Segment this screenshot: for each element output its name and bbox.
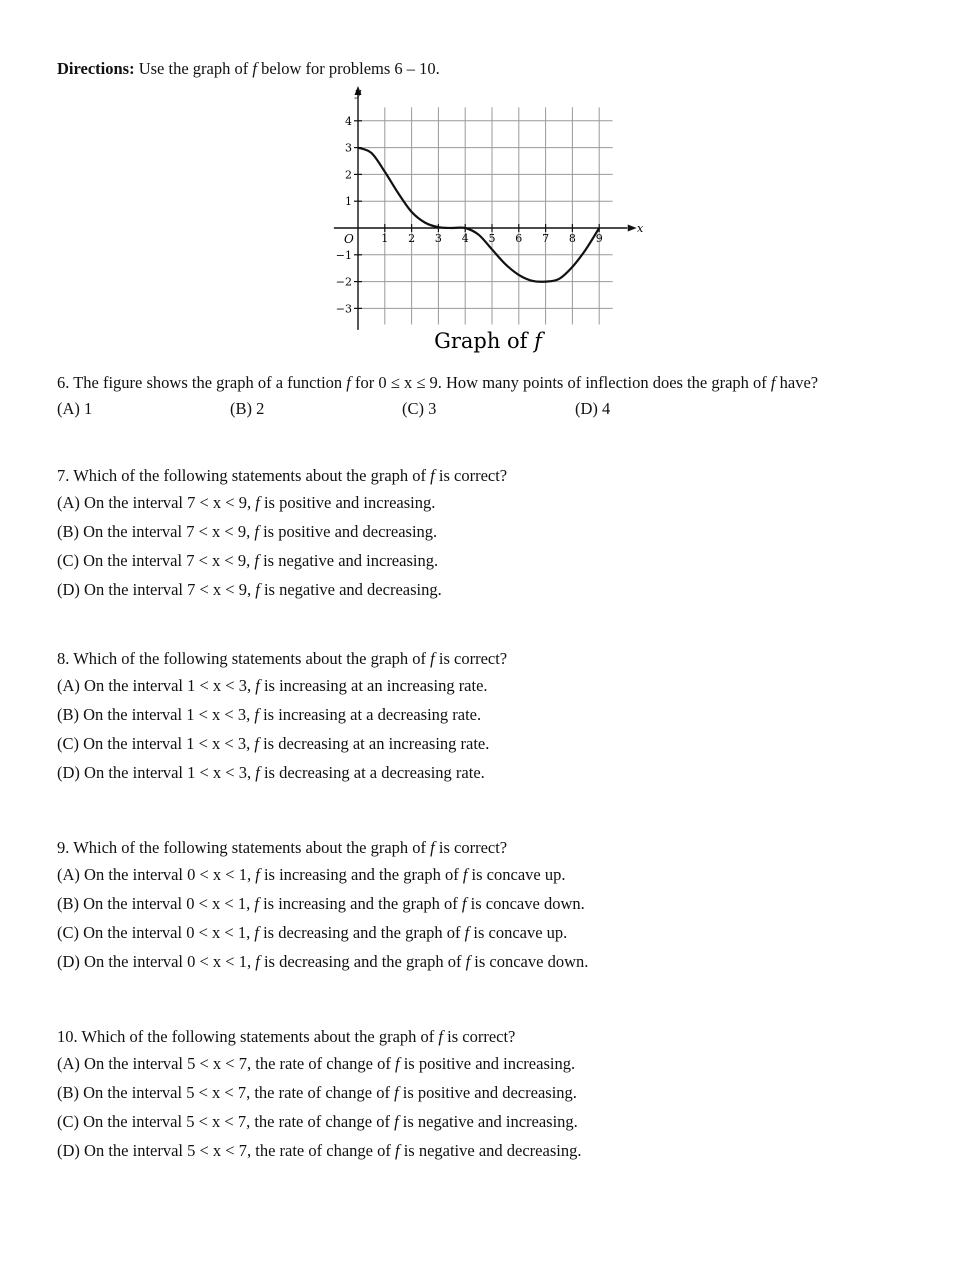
question-9	[57, 838, 937, 978]
x-tick-label: 2	[408, 232, 416, 245]
y-tick-label: 3	[345, 141, 352, 155]
graph-of-f-chart	[325, 86, 655, 356]
x-axis-arrow	[628, 225, 637, 232]
y-tick-label: −2	[335, 275, 352, 289]
choice-text-part: the rate of change of	[254, 1083, 390, 1102]
q6-func2: f	[770, 373, 776, 392]
chart-grid	[358, 107, 613, 324]
choice-text-part: is positive and decreasing.	[263, 522, 438, 541]
choice-text-part: f	[255, 865, 260, 884]
x-tick-label: 6	[515, 232, 523, 245]
q6-tail: How many points of inflection does the graph of	[446, 373, 767, 392]
choice-text-part: 5 < x < 7,	[186, 1112, 251, 1131]
choice-text-part: 7 < x < 9,	[186, 551, 251, 570]
q8-choice-d[interactable]	[57, 763, 485, 783]
choice-text-part: 7 < x < 9,	[187, 580, 252, 599]
q9-stem-text: 9. Which of the following statements about the graph of	[57, 838, 427, 857]
chart-axes	[334, 86, 637, 330]
choice-text-part: f	[254, 894, 259, 913]
question-10	[57, 1027, 937, 1167]
choice-text-part: is positive and decreasing.	[402, 1083, 577, 1102]
choice-text-part: is concave up.	[473, 923, 568, 942]
choice-text-part: 5 < x < 7,	[187, 1141, 252, 1160]
choice-text-part: (A) On the interval	[57, 865, 183, 884]
directions-label: Directions:	[57, 59, 135, 78]
choice-text-part: is decreasing at an increasing rate.	[263, 734, 490, 753]
choice-text-part: the rate of change of	[255, 1141, 391, 1160]
choice-text-part: f	[464, 923, 470, 942]
choice-text-part: f	[394, 1054, 400, 1073]
choice-text-part: (B) On the interval	[57, 1083, 183, 1102]
q7-choice-b[interactable]	[57, 522, 437, 542]
choice-text-part: the rate of change of	[255, 1054, 391, 1073]
q10-choice-c[interactable]	[57, 1112, 578, 1132]
q10-choice-a[interactable]	[57, 1054, 575, 1074]
question-8	[57, 649, 937, 789]
x-tick-label: 9	[595, 232, 603, 245]
q9-func: f	[430, 838, 435, 857]
q6-choice-c[interactable]: (C) 3	[402, 399, 437, 418]
choice-text-part: 5 < x < 7,	[186, 1083, 251, 1102]
choice-text-part: f	[255, 580, 260, 599]
q8-choice-a[interactable]	[57, 676, 488, 696]
choice-text-part: is concave down.	[470, 894, 585, 913]
choice-text-part: is decreasing and the graph of	[263, 923, 461, 942]
choice-text-part: (B) On the interval	[57, 522, 183, 541]
q9-stem	[57, 838, 507, 858]
choice-text-part: f	[254, 923, 259, 942]
q8-stem-end: is correct?	[438, 649, 508, 668]
q6-range: 0 ≤ x ≤ 9.	[378, 373, 442, 392]
choice-text-part: 0 < x < 1,	[186, 923, 251, 942]
choice-text-part: f	[462, 865, 468, 884]
directions-text-end: below for problems 6 – 10.	[261, 59, 440, 78]
y-tick-label: 4	[345, 114, 352, 128]
choice-text-part: is decreasing at a decreasing rate.	[263, 763, 485, 782]
question-7	[57, 466, 937, 606]
q8-func: f	[430, 649, 435, 668]
y-tick-label: 1	[345, 195, 352, 209]
q9-stem-end: is correct?	[438, 838, 508, 857]
choice-text-part: (B) On the interval	[57, 894, 183, 913]
x-tick-label: 8	[568, 232, 576, 245]
choice-text-part: 7 < x < 9,	[187, 493, 252, 512]
choice-text-part: 1 < x < 3,	[186, 734, 251, 753]
x-axis-label: x	[637, 222, 644, 235]
q6-end: have?	[779, 373, 819, 392]
directions-text: Use the graph of	[138, 59, 249, 78]
chart-title-func: f	[534, 329, 542, 353]
q8-choice-c[interactable]	[57, 734, 489, 754]
q8-choice-b[interactable]	[57, 705, 481, 725]
chart-title	[434, 329, 545, 353]
x-tick-label: 7	[542, 232, 550, 245]
choice-text-part: 1 < x < 3,	[187, 676, 252, 695]
choice-text-part: (C) On the interval	[57, 923, 183, 942]
choice-text-part: is positive and increasing.	[403, 1054, 576, 1073]
choice-text-part: (A) On the interval	[57, 493, 183, 512]
q9-choice-b[interactable]	[57, 894, 585, 914]
choice-text-part: is decreasing and the graph of	[263, 952, 462, 971]
q7-func: f	[430, 466, 435, 485]
choice-text-part: 0 < x < 1,	[187, 952, 252, 971]
q10-choice-d[interactable]	[57, 1141, 581, 1161]
choice-text-part: 1 < x < 3,	[186, 705, 251, 724]
q6-choice-b[interactable]: (B) 2	[230, 399, 265, 418]
chart-ticks	[336, 115, 603, 316]
x-tick-label: 4	[461, 232, 469, 245]
choice-text-part: (D) On the interval	[57, 763, 183, 782]
q8-stem	[57, 649, 507, 669]
q7-choice-d[interactable]	[57, 580, 442, 600]
choice-text-part: f	[254, 705, 259, 724]
choice-text-part: 0 < x < 1,	[187, 865, 252, 884]
choice-text-part: 5 < x < 7,	[187, 1054, 252, 1073]
graph-figure	[325, 86, 655, 356]
choice-text-part: (D) On the interval	[57, 952, 183, 971]
q10-stem	[57, 1027, 515, 1047]
q7-stem-end: is correct?	[438, 466, 508, 485]
choice-text-part: f	[394, 1112, 399, 1131]
choice-text-part: f	[255, 493, 260, 512]
choice-text-part: (D) On the interval	[57, 1141, 183, 1160]
choice-text-part: is concave down.	[474, 952, 589, 971]
directions	[57, 59, 440, 79]
choice-text-part: f	[254, 522, 259, 541]
chart-title-text: Graph of	[434, 329, 535, 353]
choice-text-part: (C) On the interval	[57, 734, 183, 753]
choice-text-part: f	[465, 952, 471, 971]
choice-text-part: (C) On the interval	[57, 1112, 183, 1131]
x-tick-label: 1	[381, 232, 389, 245]
choice-text-part: f	[394, 1083, 399, 1102]
y-tick-label: −1	[335, 248, 352, 262]
origin-label: O	[344, 232, 354, 246]
x-tick-label: 3	[434, 232, 442, 245]
q10-func: f	[438, 1027, 443, 1046]
choice-text-part: f	[254, 734, 259, 753]
choice-text-part: is negative and increasing.	[263, 551, 439, 570]
choice-text-part: f	[254, 551, 259, 570]
q7-stem-text: 7. Which of the following statements about the graph of	[57, 466, 427, 485]
choice-text-part: is negative and decreasing.	[263, 580, 442, 599]
choice-text-part: (A) On the interval	[57, 676, 183, 695]
curve-f	[358, 148, 599, 282]
q9-choice-d[interactable]	[57, 952, 588, 972]
q10-stem-text: 10. Which of the following statements about the graph of	[57, 1027, 435, 1046]
y-tick-label: −3	[335, 302, 352, 316]
q9-choice-c[interactable]	[57, 923, 567, 943]
q10-choice-b[interactable]	[57, 1083, 577, 1103]
choice-text-part: is increasing and the graph of	[263, 894, 458, 913]
q10-stem-end: is correct?	[447, 1027, 516, 1046]
y-axis-label: y	[355, 86, 362, 99]
choice-text-part: f	[255, 763, 260, 782]
q6-func: f	[346, 373, 351, 392]
choice-text-part: (C) On the interval	[57, 551, 183, 570]
choice-text-part: f	[255, 676, 260, 695]
choice-text-part: 7 < x < 9,	[186, 522, 251, 541]
choice-text-part: f	[461, 894, 467, 913]
choice-text-part: (A) On the interval	[57, 1054, 183, 1073]
directions-func: f	[252, 59, 257, 78]
q6-stem	[57, 373, 818, 393]
x-tick-label: 5	[488, 232, 496, 245]
choice-text-part: is positive and increasing.	[263, 493, 436, 512]
choice-text-part: is increasing and the graph of	[263, 865, 459, 884]
question-6	[57, 373, 937, 421]
q7-choice-c[interactable]	[57, 551, 438, 571]
q6-text: 6. The figure shows the graph of a function	[57, 373, 343, 392]
choice-text-part: 0 < x < 1,	[186, 894, 251, 913]
choice-text-part: is increasing at an increasing rate.	[263, 676, 488, 695]
choice-text-part: (D) On the interval	[57, 580, 183, 599]
choice-text-part: (B) On the interval	[57, 705, 183, 724]
choice-text-part: f	[394, 1141, 400, 1160]
q6-mid: for	[355, 373, 375, 392]
choice-text-part: is negative and increasing.	[402, 1112, 578, 1131]
choice-text-part: is concave up.	[471, 865, 566, 884]
q9-choice-a[interactable]	[57, 865, 565, 885]
choice-text-part: 1 < x < 3,	[187, 763, 252, 782]
choice-text-part: is negative and decreasing.	[403, 1141, 582, 1160]
q7-stem	[57, 466, 507, 486]
choice-text-part: the rate of change of	[254, 1112, 390, 1131]
q6-choice-d[interactable]: (D) 4	[575, 399, 611, 418]
choice-text-part: f	[255, 952, 260, 971]
q8-stem-text: 8. Which of the following statements about the graph of	[57, 649, 427, 668]
choice-text-part: is increasing at a decreasing rate.	[263, 705, 482, 724]
q6-choice-a[interactable]: (A) 1	[57, 399, 93, 418]
q7-choice-a[interactable]	[57, 493, 435, 513]
y-tick-label: 2	[345, 168, 352, 182]
